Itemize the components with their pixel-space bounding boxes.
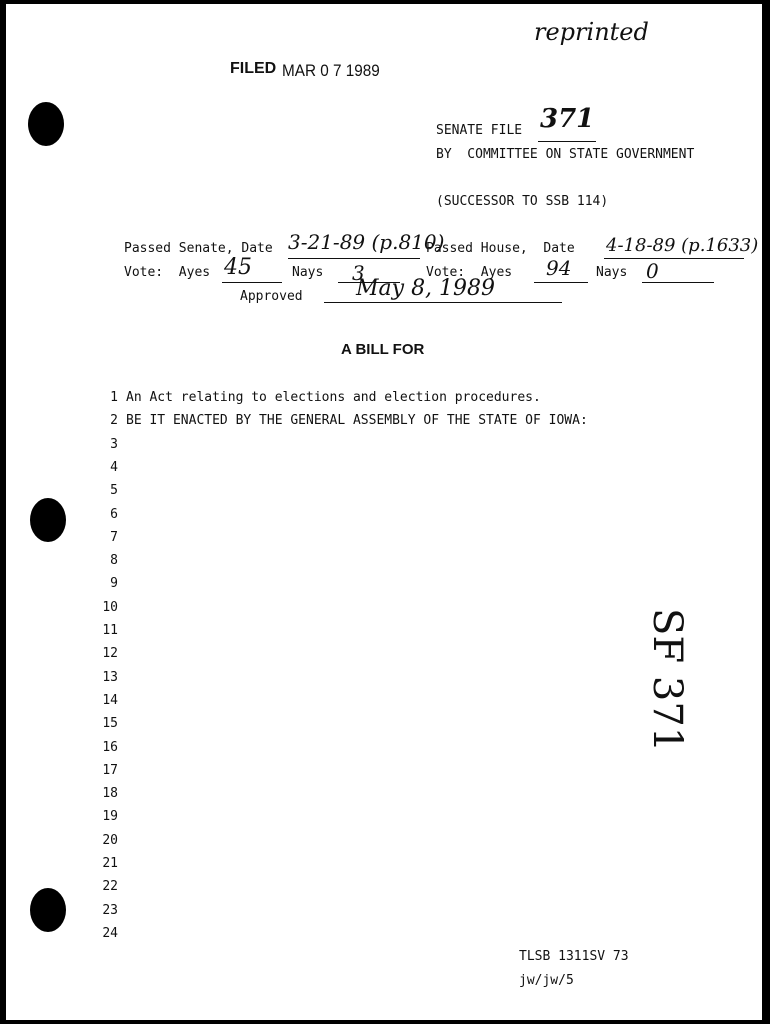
passed-house-label: Passed House, Date: [426, 241, 575, 256]
senate-file-underline: [538, 141, 596, 142]
line-number: 2: [110, 413, 118, 429]
senate-nays: 3: [352, 261, 365, 285]
house-nays-label: Nays: [596, 265, 628, 280]
paper-sheet: [6, 4, 762, 1020]
senate-nays-label: Nays: [292, 265, 324, 280]
house-vote-label: Vote: Ayes: [426, 265, 513, 280]
line-number: 21: [102, 856, 118, 871]
footer-code: TLSB 1311SV 73: [519, 949, 629, 964]
punch-hole-middle: [30, 498, 66, 542]
line-number: 24: [102, 925, 118, 941]
senate-file-label: SENATE FILE: [436, 123, 523, 138]
senate-file-number: 371: [540, 104, 595, 134]
line-number: 6: [110, 506, 118, 522]
senate-vote-label: Vote: Ayes: [124, 265, 211, 280]
line-number: 23: [102, 902, 118, 918]
line-number: 14: [102, 692, 118, 708]
house-ayes: 94: [546, 256, 572, 280]
senate-ayes-underline: [222, 282, 282, 283]
line-text: BE IT ENACTED BY THE GENERAL ASSEMBLY OF THE STATE OF IOWA:: [126, 413, 588, 429]
passed-house-underline: [604, 258, 744, 259]
line-number: 12: [102, 646, 118, 662]
line-number: 5: [110, 483, 118, 499]
approved-label: Approved: [240, 289, 303, 304]
bill-title: A BILL FOR: [341, 341, 425, 358]
sponsor-line: BY COMMITTEE ON STATE GOVERNMENT: [436, 147, 695, 162]
passed-senate-date: 3-21-89 (p.810): [288, 230, 445, 254]
passed-house-date: 4-18-89 (p.1633): [606, 235, 759, 256]
successor-line: (SUCCESSOR TO SSB 114): [436, 194, 609, 209]
filed-stamp-date: MAR 0 7 1989: [282, 61, 380, 80]
line-number: 9: [110, 576, 118, 592]
passed-senate-underline: [288, 258, 420, 259]
line-number: 11: [102, 623, 118, 638]
punch-hole-bottom: [30, 888, 66, 932]
filed-stamp-label: FILED: [230, 60, 277, 77]
line-number: 10: [102, 599, 118, 615]
passed-senate-label: Passed Senate, Date: [124, 241, 273, 256]
line-number: 7: [110, 529, 118, 545]
line-number: 20: [102, 832, 118, 848]
line-number: 8: [110, 553, 118, 569]
line-number: 17: [102, 762, 118, 778]
senate-ayes: 45: [224, 255, 252, 280]
approved-underline: [324, 302, 562, 303]
line-number: 1: [110, 390, 118, 405]
line-text: An Act relating to elections and election procedures.: [126, 390, 541, 405]
line-number: 18: [102, 786, 118, 802]
punch-hole-top: [28, 102, 64, 146]
sf-number-annotation: SF 371: [644, 608, 690, 753]
reprinted-annotation: reprinted: [534, 18, 649, 46]
line-number: 15: [102, 716, 118, 732]
approved-date: May 8, 1989: [356, 276, 496, 301]
line-number: 4: [110, 459, 118, 475]
house-nays: 0: [646, 259, 659, 283]
line-number: 3: [110, 436, 118, 452]
line-number: 13: [102, 669, 118, 685]
house-ayes-underline: [534, 282, 588, 283]
footer-initials: jw/jw/5: [519, 973, 574, 988]
line-number: 16: [102, 739, 118, 755]
line-number: 22: [102, 879, 118, 895]
house-nays-underline: [642, 282, 714, 283]
line-number: 19: [102, 809, 118, 825]
